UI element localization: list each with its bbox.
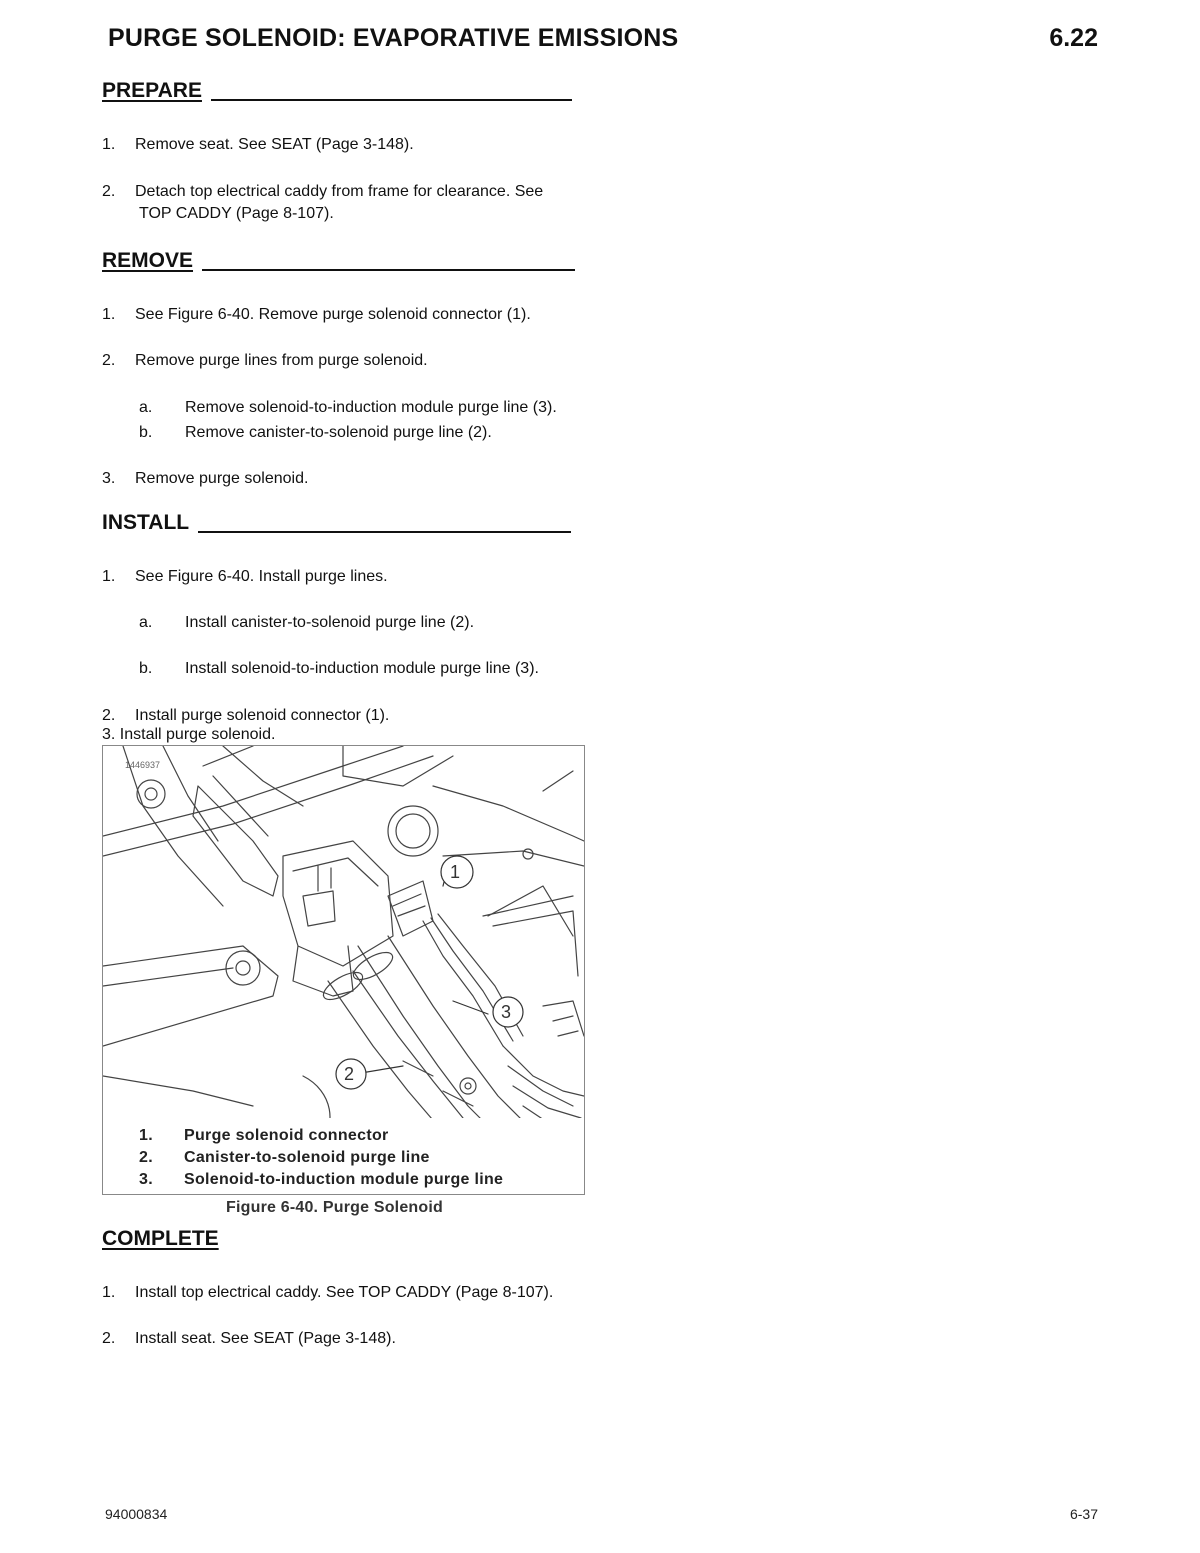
step-number: 3. (102, 470, 116, 487)
install-substep-a (139, 612, 474, 634)
remove-step-3 (102, 468, 308, 490)
page-number: 6-37 (1069, 1506, 1098, 1522)
step-text: Remove purge lines from purge solenoid. (135, 352, 428, 369)
legend-item-3 (139, 1171, 503, 1189)
legend-item-2 (139, 1149, 430, 1167)
step-text-continued: TOP CADDY (Page 8-107). (139, 205, 334, 222)
step-text: Install seat. See SEAT (Page 3-148). (135, 1330, 396, 1347)
document-number: 94000834 (105, 1506, 168, 1522)
substep-text: Remove solenoid-to-induction module purge line (3). (185, 399, 557, 416)
install-step-3: 3. Install purge solenoid. (102, 726, 276, 743)
remove-substep-b (139, 422, 492, 444)
complete-heading (102, 1227, 219, 1251)
substep-text: Remove canister-to-solenoid purge line (2). (185, 424, 492, 441)
figure-6-40 (102, 745, 585, 1195)
install-substep-b (139, 658, 539, 680)
heading-rule (202, 269, 575, 271)
complete-step-1 (102, 1282, 553, 1304)
figure-id: 1446937 (125, 760, 161, 770)
step-text: Install purge solenoid connector (1). (135, 707, 390, 724)
prepare-step-2 (102, 181, 543, 225)
step-number: 1. (102, 136, 116, 153)
heading-rule (211, 99, 572, 101)
step-number: 1. (102, 568, 116, 585)
remove-heading-text: REMOVE (102, 249, 194, 272)
complete-heading-text: COMPLETE (102, 1227, 219, 1250)
remove-step-1 (102, 304, 531, 326)
legend-text: Purge solenoid connector (184, 1127, 389, 1144)
heading-rule (198, 531, 571, 533)
figure-caption: Figure 6-40. Purge Solenoid (226, 1199, 443, 1216)
prepare-heading (102, 79, 572, 103)
step-number: 2. (102, 707, 116, 724)
page-title: PURGE SOLENOID: EVAPORATIVE EMISSIONS (108, 24, 679, 52)
prepare-step-1 (102, 134, 414, 156)
substep-text: Install solenoid-to-induction module purge line (3). (185, 660, 539, 677)
install-heading-text: INSTALL (102, 511, 190, 534)
remove-substep-a (139, 397, 557, 419)
legend-number: 3. (139, 1171, 153, 1188)
substep-letter: b. (139, 424, 153, 441)
complete-step-2 (102, 1328, 396, 1350)
step-text: Remove purge solenoid. (135, 470, 309, 487)
step-number: 2. (102, 183, 116, 200)
step-text: See Figure 6-40. Install purge lines. (135, 568, 388, 585)
substep-letter: a. (139, 399, 153, 416)
step-number: 2. (102, 1330, 116, 1347)
step-text: Detach top electrical caddy from frame for clearance. See (135, 183, 544, 200)
substep-text: Install canister-to-solenoid purge line (2). (185, 614, 475, 631)
callout-3: 3 (501, 1002, 512, 1022)
section-number: 6.22 (1049, 24, 1098, 52)
legend-number: 1. (139, 1127, 153, 1144)
callout-2: 2 (344, 1064, 355, 1084)
step-number: 1. (102, 1284, 116, 1301)
install-step-2 (102, 706, 389, 725)
legend-item-1 (139, 1127, 389, 1145)
prepare-heading-text: PREPARE (102, 79, 202, 102)
step-number: 1. (102, 306, 116, 323)
remove-step-2 (102, 350, 428, 372)
install-heading (102, 511, 571, 535)
remove-heading (102, 249, 575, 273)
step-text: Remove seat. See SEAT (Page 3-148). (135, 136, 414, 153)
legend-text: Solenoid-to-induction module purge line (184, 1171, 504, 1188)
substep-letter: a. (139, 614, 153, 631)
step-number: 2. (102, 352, 116, 369)
substep-letter: b. (139, 660, 153, 677)
callout-1: 1 (450, 862, 461, 882)
step-text: See Figure 6-40. Remove purge solenoid connector (1). (135, 306, 531, 323)
step-text: Install top electrical caddy. See TOP CADDY (Page 8-107). (135, 1284, 554, 1301)
install-step-1 (102, 566, 388, 588)
legend-number: 2. (139, 1149, 153, 1166)
legend-text: Canister-to-solenoid purge line (184, 1149, 430, 1166)
